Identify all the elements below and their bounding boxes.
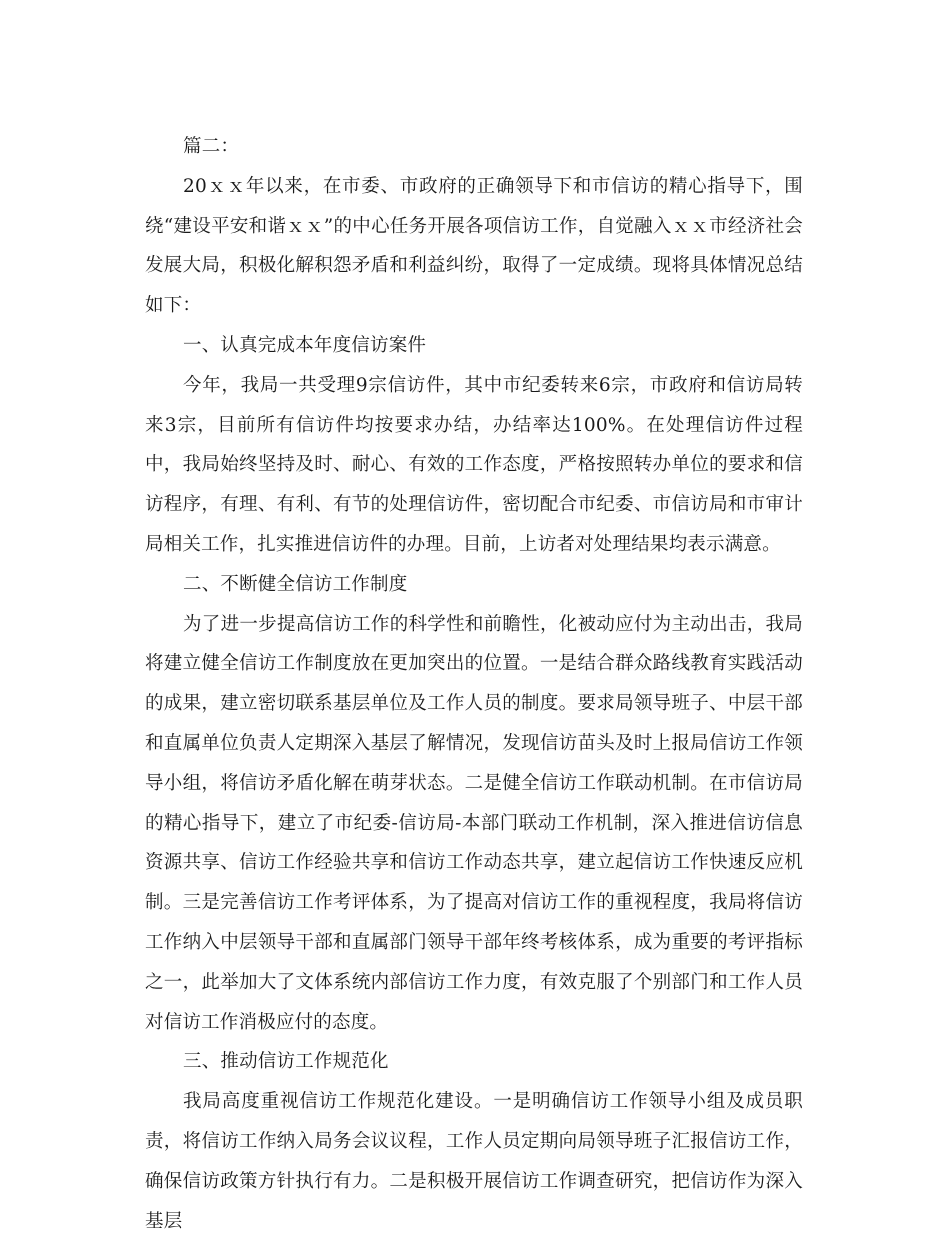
intro-paragraph: 20ｘｘ年以来，在市委、市政府的正确领导下和市信访的精心指导下，围绕“建设平安和谐ｘｘ”的中心任务开展各项信访工作，自觉融入ｘｘ市经济社会发展大局，积极化解积怨矛盾和利益纠纷，取得了一定成绩。现将具体情况总结如下：: [145, 175, 803, 317]
section-heading-3: 三、推动信访工作规范化: [183, 1051, 389, 1073]
section-2-paragraph: 为了进一步提高信访工作的科学性和前瞻性，化被动应付为主动出击，我局将建立健全信访工作制度放在更加突出的位置。一是结合群众路线教育实践活动的成果，建立密切联系基层单位及工作人员的制度。要求局领导班子、中层干部和直属单位负责人定期深入基层了解情况，发现信访苗头及时上报局信访工作领导小组，将信访矛盾化解在萌芽状态。二是健全信访工作联动机制。在市信访局的精心指导下，建立了市纪委-信访局-本部门联动工作机制，深入推进信访信息资源共享、信访工作经验共享和信访工作动态共享，建立起信访工作快速反应机制。三是完善信访工作考评体系，为了提高对信访工作的重视程度，我局将信访工作纳入中层领导干部和直属部门领导干部年终考核体系，成为重要的考评指标之一，此举加大了文体系统内部信访工作力度，有效克服了个别部门和工作人员对信访工作消极应付的态度。: [145, 613, 803, 1033]
section-1-paragraph: 今年，我局一共受理9宗信访件，其中市纪委转来6宗，市政府和信访局转来3宗，目前所有信访件均按要求办结，办结率达100%。在处理信访件过程中，我局始终坚持及时、耐心、有效的工作态度，严格按照转办单位的要求和信访程序，有理、有利、有节的处理信访件，密切配合市纪委、市信访局和市审计局相关工作，扎实推进信访件的办理。目前，上访者对处理结果均表示满意。: [145, 374, 803, 555]
section-label: 篇二：: [183, 136, 240, 157]
document-body: [145, 127, 803, 1241]
section-3-paragraph: 我局高度重视信访工作规范化建设。一是明确信访工作领导小组及成员职责，将信访工作纳入局务会议议程，工作人员定期向局领导班子汇报信访工作，确保信访政策方针执行有力。二是积极开展信访工作调查研究，把信访作为深入基层: [145, 1091, 803, 1232]
section-heading-1: 一、认真完成本年度信访案件: [183, 334, 427, 356]
section-heading-2: 二、不断健全信访工作制度: [183, 573, 408, 595]
